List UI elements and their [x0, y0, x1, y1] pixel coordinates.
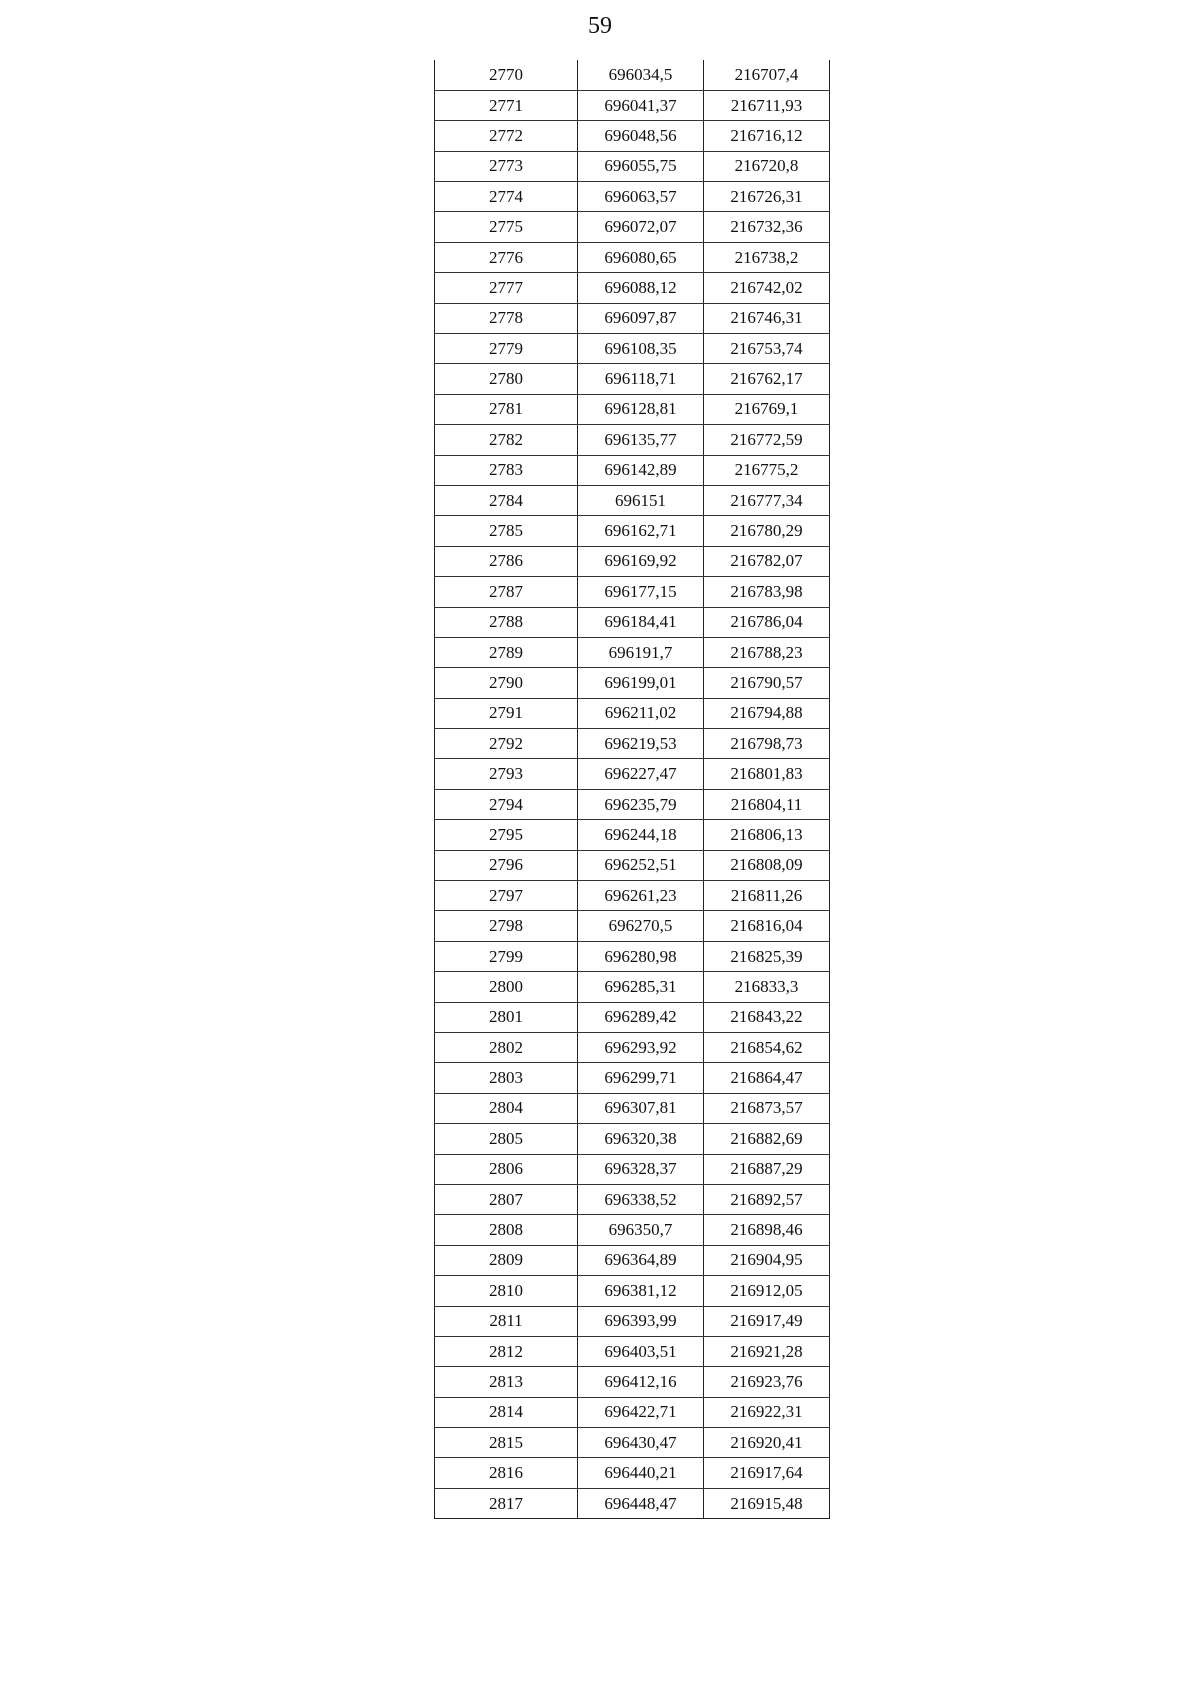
x-coordinate-cell: 696034,5 [578, 60, 704, 90]
y-coordinate-cell: 216808,09 [704, 850, 830, 880]
y-coordinate-cell: 216864,47 [704, 1063, 830, 1093]
x-coordinate-cell: 696063,57 [578, 182, 704, 212]
table-row [435, 485, 830, 515]
point-number-cell: 2817 [435, 1488, 578, 1518]
point-number-cell: 2775 [435, 212, 578, 242]
table-row [435, 789, 830, 819]
y-coordinate-cell: 216788,23 [704, 637, 830, 667]
y-coordinate-cell: 216806,13 [704, 820, 830, 850]
x-coordinate-cell: 696135,77 [578, 425, 704, 455]
point-number-cell: 2793 [435, 759, 578, 789]
x-coordinate-cell: 696381,12 [578, 1276, 704, 1306]
table-row [435, 394, 830, 424]
y-coordinate-cell: 216775,2 [704, 455, 830, 485]
x-coordinate-cell: 696403,51 [578, 1336, 704, 1366]
x-coordinate-cell: 696088,12 [578, 273, 704, 303]
point-number-cell: 2812 [435, 1336, 578, 1366]
y-coordinate-cell: 216798,73 [704, 729, 830, 759]
table-row [435, 212, 830, 242]
y-coordinate-cell: 216854,62 [704, 1033, 830, 1063]
point-number-cell: 2782 [435, 425, 578, 455]
x-coordinate-cell: 696350,7 [578, 1215, 704, 1245]
x-coordinate-cell: 696142,89 [578, 455, 704, 485]
table-row [435, 1245, 830, 1275]
x-coordinate-cell: 696320,38 [578, 1124, 704, 1154]
page-number: 59 [588, 13, 612, 39]
table-row [435, 60, 830, 90]
x-coordinate-cell: 696412,16 [578, 1367, 704, 1397]
x-coordinate-cell: 696169,92 [578, 546, 704, 576]
table-row [435, 1093, 830, 1123]
y-coordinate-cell: 216777,34 [704, 485, 830, 515]
y-coordinate-cell: 216873,57 [704, 1093, 830, 1123]
point-number-cell: 2799 [435, 941, 578, 971]
y-coordinate-cell: 216786,04 [704, 607, 830, 637]
x-coordinate-cell: 696422,71 [578, 1397, 704, 1427]
y-coordinate-cell: 216923,76 [704, 1367, 830, 1397]
y-coordinate-cell: 216720,8 [704, 151, 830, 181]
x-coordinate-cell: 696430,47 [578, 1428, 704, 1458]
table-row [435, 1124, 830, 1154]
x-coordinate-cell: 696252,51 [578, 850, 704, 880]
table-row [435, 334, 830, 364]
table-row [435, 1488, 830, 1518]
table-row [435, 273, 830, 303]
x-coordinate-cell: 696307,81 [578, 1093, 704, 1123]
y-coordinate-cell: 216732,36 [704, 212, 830, 242]
x-coordinate-cell: 696055,75 [578, 151, 704, 181]
y-coordinate-cell: 216794,88 [704, 698, 830, 728]
y-coordinate-cell: 216811,26 [704, 881, 830, 911]
table-row [435, 182, 830, 212]
table-row [435, 668, 830, 698]
x-coordinate-cell: 696299,71 [578, 1063, 704, 1093]
point-number-cell: 2780 [435, 364, 578, 394]
y-coordinate-cell: 216783,98 [704, 577, 830, 607]
point-number-cell: 2798 [435, 911, 578, 941]
point-number-cell: 2807 [435, 1184, 578, 1214]
table-row [435, 1276, 830, 1306]
table-row [435, 516, 830, 546]
table-row [435, 1063, 830, 1093]
table-row [435, 242, 830, 272]
point-number-cell: 2794 [435, 789, 578, 819]
point-number-cell: 2810 [435, 1276, 578, 1306]
table-row [435, 364, 830, 394]
x-coordinate-cell: 696191,7 [578, 637, 704, 667]
point-number-cell: 2790 [435, 668, 578, 698]
x-coordinate-cell: 696244,18 [578, 820, 704, 850]
y-coordinate-cell: 216780,29 [704, 516, 830, 546]
y-coordinate-cell: 216920,41 [704, 1428, 830, 1458]
point-number-cell: 2796 [435, 850, 578, 880]
table-row [435, 1033, 830, 1063]
x-coordinate-cell: 696289,42 [578, 1002, 704, 1032]
x-coordinate-cell: 696041,37 [578, 90, 704, 120]
point-number-cell: 2773 [435, 151, 578, 181]
point-number-cell: 2811 [435, 1306, 578, 1336]
y-coordinate-cell: 216887,29 [704, 1154, 830, 1184]
y-coordinate-cell: 216738,2 [704, 242, 830, 272]
y-coordinate-cell: 216707,4 [704, 60, 830, 90]
y-coordinate-cell: 216825,39 [704, 941, 830, 971]
y-coordinate-cell: 216711,93 [704, 90, 830, 120]
point-number-cell: 2786 [435, 546, 578, 576]
x-coordinate-cell: 696072,07 [578, 212, 704, 242]
x-coordinate-cell: 696285,31 [578, 972, 704, 1002]
table-row [435, 121, 830, 151]
x-coordinate-cell: 696393,99 [578, 1306, 704, 1336]
x-coordinate-cell: 696151 [578, 485, 704, 515]
table-row [435, 1397, 830, 1427]
table-row [435, 607, 830, 637]
y-coordinate-cell: 216790,57 [704, 668, 830, 698]
table-row [435, 1184, 830, 1214]
table-row [435, 577, 830, 607]
x-coordinate-cell: 696235,79 [578, 789, 704, 819]
table-row [435, 820, 830, 850]
point-number-cell: 2814 [435, 1397, 578, 1427]
point-number-cell: 2815 [435, 1428, 578, 1458]
point-number-cell: 2772 [435, 121, 578, 151]
x-coordinate-cell: 696108,35 [578, 334, 704, 364]
point-number-cell: 2805 [435, 1124, 578, 1154]
point-number-cell: 2788 [435, 607, 578, 637]
point-number-cell: 2781 [435, 394, 578, 424]
y-coordinate-cell: 216915,48 [704, 1488, 830, 1518]
table-row [435, 1154, 830, 1184]
table-row [435, 1306, 830, 1336]
point-number-cell: 2804 [435, 1093, 578, 1123]
point-number-cell: 2792 [435, 729, 578, 759]
x-coordinate-cell: 696364,89 [578, 1245, 704, 1275]
x-coordinate-cell: 696184,41 [578, 607, 704, 637]
point-number-cell: 2771 [435, 90, 578, 120]
point-number-cell: 2813 [435, 1367, 578, 1397]
point-number-cell: 2803 [435, 1063, 578, 1093]
x-coordinate-cell: 696177,15 [578, 577, 704, 607]
y-coordinate-cell: 216816,04 [704, 911, 830, 941]
table-row [435, 637, 830, 667]
y-coordinate-cell: 216762,17 [704, 364, 830, 394]
y-coordinate-cell: 216753,74 [704, 334, 830, 364]
y-coordinate-cell: 216726,31 [704, 182, 830, 212]
x-coordinate-cell: 696293,92 [578, 1033, 704, 1063]
y-coordinate-cell: 216892,57 [704, 1184, 830, 1214]
point-number-cell: 2789 [435, 637, 578, 667]
y-coordinate-cell: 216742,02 [704, 273, 830, 303]
coordinates-table [434, 60, 830, 1519]
x-coordinate-cell: 696118,71 [578, 364, 704, 394]
x-coordinate-cell: 696440,21 [578, 1458, 704, 1488]
y-coordinate-cell: 216921,28 [704, 1336, 830, 1366]
y-coordinate-cell: 216782,07 [704, 546, 830, 576]
y-coordinate-cell: 216912,05 [704, 1276, 830, 1306]
point-number-cell: 2785 [435, 516, 578, 546]
table-row [435, 911, 830, 941]
table-row [435, 698, 830, 728]
table-row [435, 1428, 830, 1458]
x-coordinate-cell: 696048,56 [578, 121, 704, 151]
x-coordinate-cell: 696280,98 [578, 941, 704, 971]
y-coordinate-cell: 216772,59 [704, 425, 830, 455]
point-number-cell: 2784 [435, 485, 578, 515]
y-coordinate-cell: 216904,95 [704, 1245, 830, 1275]
point-number-cell: 2783 [435, 455, 578, 485]
table-row [435, 1215, 830, 1245]
x-coordinate-cell: 696080,65 [578, 242, 704, 272]
table-row [435, 941, 830, 971]
x-coordinate-cell: 696448,47 [578, 1488, 704, 1518]
y-coordinate-cell: 216716,12 [704, 121, 830, 151]
table-row [435, 425, 830, 455]
y-coordinate-cell: 216801,83 [704, 759, 830, 789]
coordinates-table-body [435, 60, 830, 1519]
table-row [435, 729, 830, 759]
x-coordinate-cell: 696199,01 [578, 668, 704, 698]
point-number-cell: 2797 [435, 881, 578, 911]
table-row [435, 1367, 830, 1397]
table-row [435, 303, 830, 333]
x-coordinate-cell: 696261,23 [578, 881, 704, 911]
point-number-cell: 2806 [435, 1154, 578, 1184]
point-number-cell: 2778 [435, 303, 578, 333]
x-coordinate-cell: 696128,81 [578, 394, 704, 424]
point-number-cell: 2801 [435, 1002, 578, 1032]
point-number-cell: 2802 [435, 1033, 578, 1063]
table-row [435, 850, 830, 880]
point-number-cell: 2776 [435, 242, 578, 272]
point-number-cell: 2787 [435, 577, 578, 607]
x-coordinate-cell: 696227,47 [578, 759, 704, 789]
x-coordinate-cell: 696211,02 [578, 698, 704, 728]
y-coordinate-cell: 216833,3 [704, 972, 830, 1002]
point-number-cell: 2800 [435, 972, 578, 1002]
point-number-cell: 2779 [435, 334, 578, 364]
y-coordinate-cell: 216746,31 [704, 303, 830, 333]
point-number-cell: 2791 [435, 698, 578, 728]
point-number-cell: 2774 [435, 182, 578, 212]
x-coordinate-cell: 696219,53 [578, 729, 704, 759]
table-row [435, 90, 830, 120]
point-number-cell: 2816 [435, 1458, 578, 1488]
point-number-cell: 2770 [435, 60, 578, 90]
table-row [435, 1002, 830, 1032]
x-coordinate-cell: 696270,5 [578, 911, 704, 941]
x-coordinate-cell: 696338,52 [578, 1184, 704, 1214]
table-row [435, 1336, 830, 1366]
y-coordinate-cell: 216843,22 [704, 1002, 830, 1032]
y-coordinate-cell: 216898,46 [704, 1215, 830, 1245]
point-number-cell: 2808 [435, 1215, 578, 1245]
y-coordinate-cell: 216769,1 [704, 394, 830, 424]
table-row [435, 455, 830, 485]
point-number-cell: 2777 [435, 273, 578, 303]
table-row [435, 1458, 830, 1488]
x-coordinate-cell: 696328,37 [578, 1154, 704, 1184]
table-row [435, 151, 830, 181]
y-coordinate-cell: 216922,31 [704, 1397, 830, 1427]
table-row [435, 546, 830, 576]
table-row [435, 881, 830, 911]
y-coordinate-cell: 216917,64 [704, 1458, 830, 1488]
x-coordinate-cell: 696097,87 [578, 303, 704, 333]
point-number-cell: 2809 [435, 1245, 578, 1275]
x-coordinate-cell: 696162,71 [578, 516, 704, 546]
point-number-cell: 2795 [435, 820, 578, 850]
table-row [435, 972, 830, 1002]
y-coordinate-cell: 216882,69 [704, 1124, 830, 1154]
y-coordinate-cell: 216804,11 [704, 789, 830, 819]
y-coordinate-cell: 216917,49 [704, 1306, 830, 1336]
table-row [435, 759, 830, 789]
